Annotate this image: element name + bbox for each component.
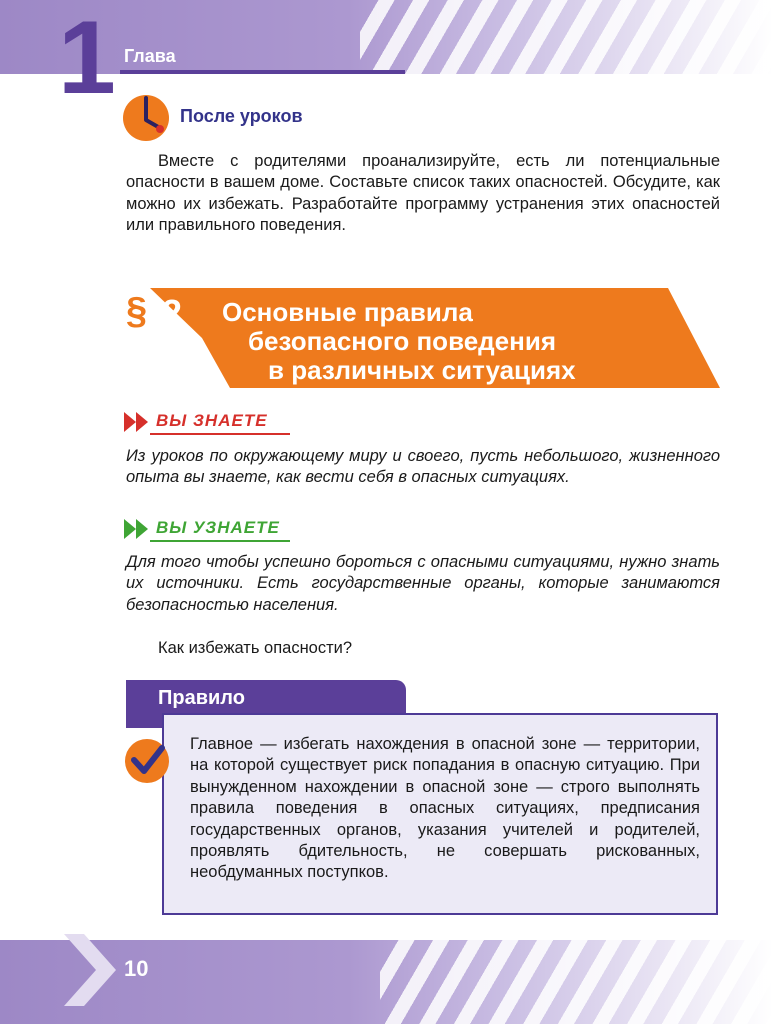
you-know-text: Из уроков по окружающему миру и своего, пусть небольшого, жизненного опыта вы знаете, как вести себя в опасных ситуациях. [126, 447, 720, 487]
footer-stripes [380, 940, 773, 1024]
double-arrow-icon [124, 519, 152, 539]
rule-text: Главное — избегать нахождения в опасной зоне — территории, на которой существует риск попадания в опасную ситуацию. При вынужденном нахождении в опасной зоне — строго выполнять правила поведения в опасных ситуациях, предписания государственных органов, указания учителей и родителей, проявлять бдительность, не совершать рискованных, необдуманных поступков. [190, 735, 700, 882]
section-number: 2 [162, 292, 183, 333]
after-lessons-title: После уроков [180, 106, 303, 126]
you-learn-text: Для того чтобы успешно бороться с опасными ситуациями, нужно знать их источники. Есть государственные органы, которые занимаются безопасностью населения. [126, 553, 720, 614]
question-text: Как избежать опасности? [158, 639, 353, 657]
chapter-label: Глава [124, 46, 176, 66]
clock-icon [122, 94, 170, 142]
after-lessons-text: Вместе с родителями проанализируйте, есть ли потенциальные опасности в вашем доме. Составьте список таких опасностей. Обсудите, как можно их избежать. Разработайте программу устранения этих опасностей или правильного поведения. [126, 152, 720, 235]
header-underline [120, 70, 405, 74]
section-title-line-3: в различных ситуациях [268, 355, 576, 385]
section-title-line-2: безопасного поведения [248, 326, 556, 356]
double-arrow-icon [124, 412, 152, 432]
rule-label: Правило [158, 687, 245, 709]
section-sign: § [126, 290, 148, 332]
section-title-line-1: Основные правила [222, 297, 473, 327]
header-stripes [360, 0, 773, 74]
checkmark-icon [124, 738, 170, 784]
you-know-label: ВЫ ЗНАЕТЕ [156, 411, 268, 430]
page-number: 10 [124, 956, 149, 981]
you-know-underline [150, 433, 290, 435]
you-learn-underline [150, 540, 290, 542]
chapter-number: 1 [58, 0, 114, 116]
chevron-right-icon [60, 930, 120, 1010]
you-learn-label: ВЫ УЗНАЕТЕ [156, 518, 280, 537]
